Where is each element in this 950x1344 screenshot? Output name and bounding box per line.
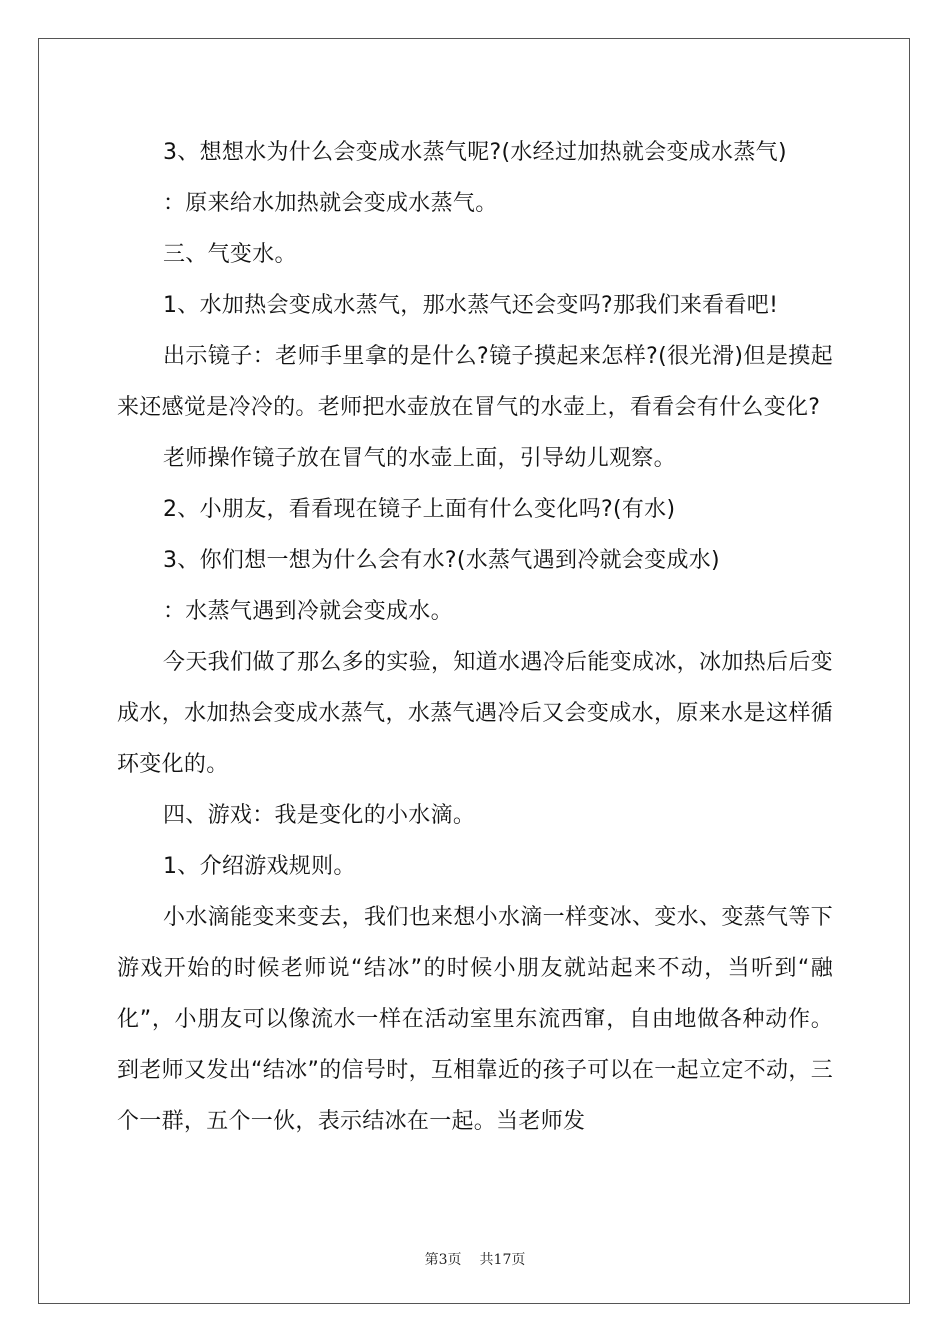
paragraph: 3、想想水为什么会变成水蒸气呢?(水经过加热就会变成水蒸气) xyxy=(163,140,787,165)
paragraph: 2、小朋友，看看现在镜子上面有什么变化吗?(有水) xyxy=(163,497,676,522)
paragraph: 小水滴能变来变去，我们也来想小水滴一样变冰、变水、变蒸气等下游戏开始的时候老师说“结冰”的时候小朋友就站起来不动，当听到“融化”，小朋友可以像流水一样在活动室里东流西窜，自由地做各种动作。到老师又发出“结冰”的信号时，互相靠近的孩子可以在一起立定不动，三个一群，五个一伙，表示结冰在一起。当老师发 xyxy=(117,905,833,1134)
paragraph: 3、你们想一想为什么会有水?(水蒸气遇到冷就会变成水) xyxy=(163,548,720,573)
paragraph: 今天我们做了那么多的实验，知道水遇冷后能变成冰，冰加热后后变成水，水加热会变成水蒸气，水蒸气遇冷后又会变成水，原来水是这样循环变化的。 xyxy=(117,650,833,777)
paragraph: ：水蒸气遇到冷就会变成水。 xyxy=(163,599,453,624)
paragraph: 三、气变水。 xyxy=(163,242,297,267)
paragraph: 1、介绍游戏规则。 xyxy=(163,854,356,879)
paragraph: 老师操作镜子放在冒气的水壶上面，引导幼儿观察。 xyxy=(163,446,676,471)
paragraph: ：原来给水加热就会变成水蒸气。 xyxy=(163,191,498,216)
page-footer xyxy=(0,1249,950,1269)
page-total: 共17页 xyxy=(479,1252,526,1268)
page-number: 第3页 xyxy=(424,1252,462,1268)
paragraph: 1、水加热会变成水蒸气，那水蒸气还会变吗?那我们来看看吧! xyxy=(163,293,779,318)
paragraph: 四、游戏：我是变化的小水滴。 xyxy=(163,803,476,828)
document-body xyxy=(117,127,833,1147)
paragraph: 出示镜子：老师手里拿的是什么?镜子摸起来怎样?(很光滑)但是摸起来还感觉是冷冷的。老师把水壶放在冒气的水壶上，看看会有什么变化? xyxy=(117,344,833,420)
